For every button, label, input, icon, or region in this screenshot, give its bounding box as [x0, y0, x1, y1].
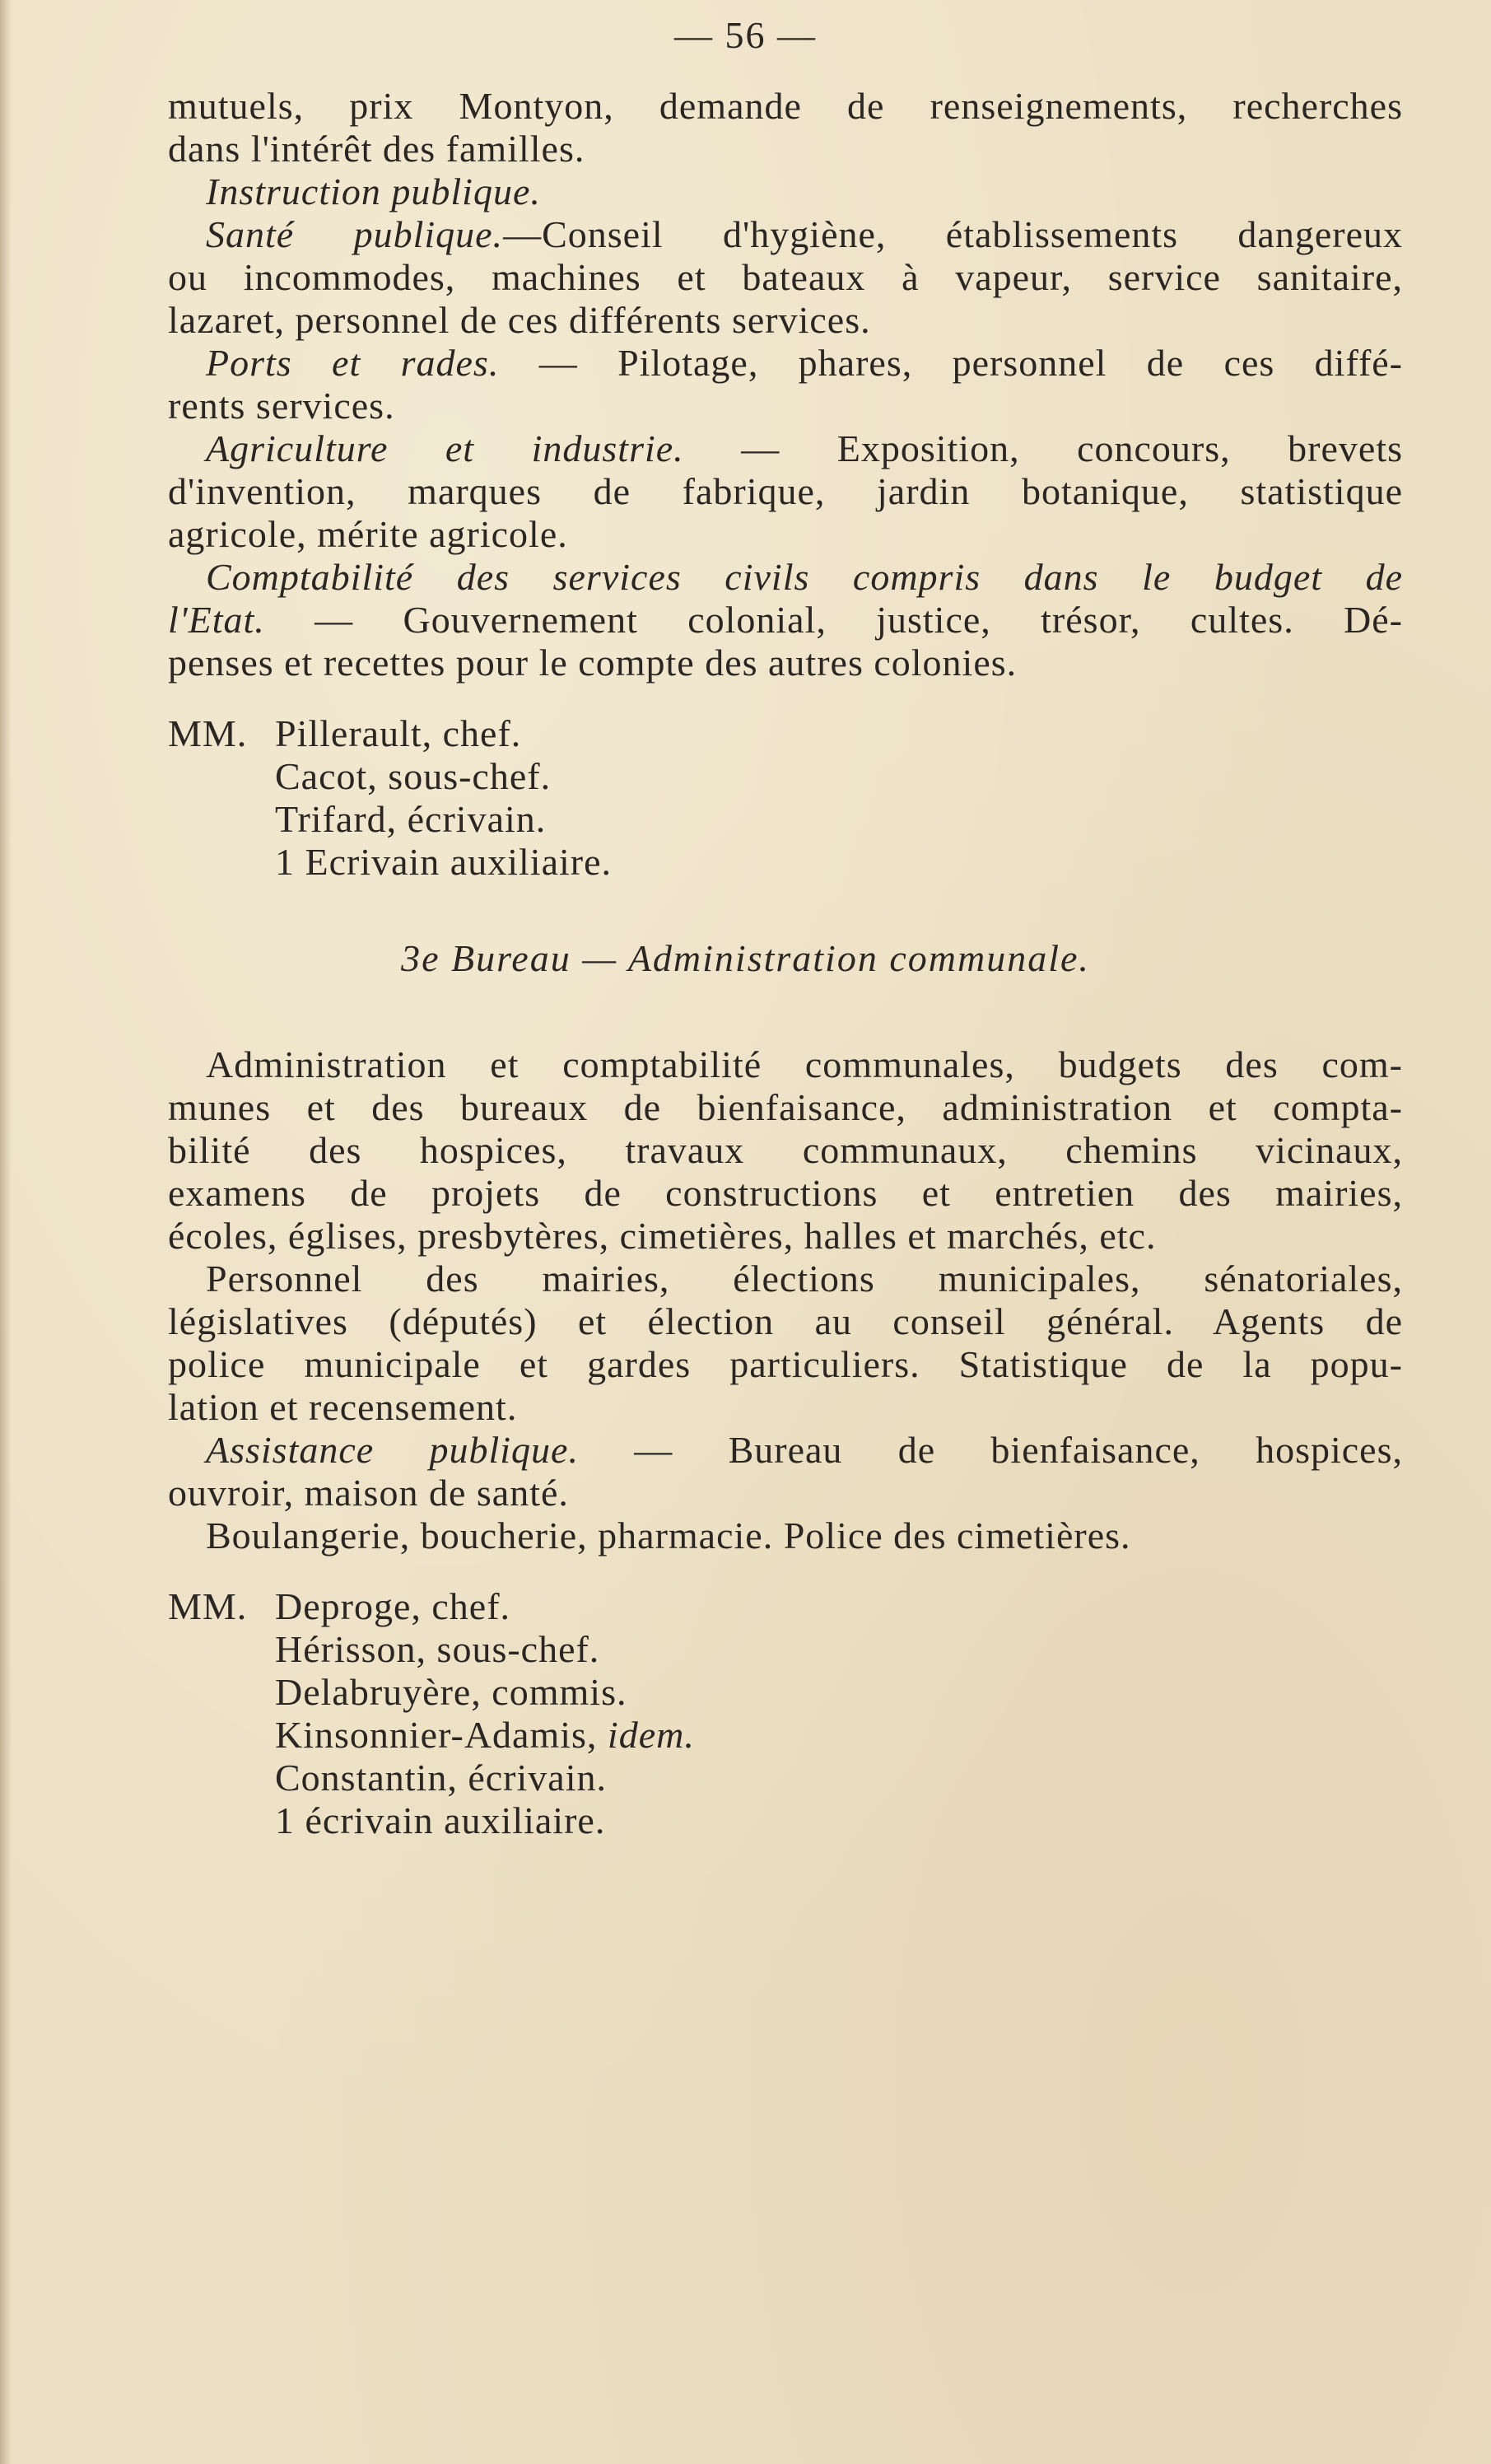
staff-member-name: Kinsonnier-Adamis,	[275, 1714, 598, 1756]
staff-member: Trifard, écrivain.	[275, 798, 547, 840]
text-line: écoles, églises, presbytères, cimetières, halles et marchés, etc.	[168, 1215, 1157, 1257]
staff-prefix: MM.	[168, 712, 248, 754]
text-line: rents services.	[168, 385, 395, 427]
text-line: Administration et comptabilité communales, budgets des com-	[206, 1043, 1403, 1085]
comptabilite-line: Comptabilité des services civils compris dans le budget de	[206, 556, 1403, 598]
text-line: d'invention, marques de fabrique, jardin botanique, statistique	[168, 470, 1403, 512]
sante-label: Santé publique.	[206, 213, 504, 255]
staff-member: Delabruyère, commis.	[275, 1671, 627, 1713]
text-line: mutuels, prix Montyon, demande de renseignements, recherches	[168, 85, 1403, 127]
staff-member: Cacot, sous-chef.	[275, 755, 552, 797]
text-line: Personnel des mairies, élections municipales, sénatoriales,	[206, 1258, 1403, 1300]
text-line: agricole, mérite agricole.	[168, 513, 568, 555]
assistance-line	[206, 1429, 1403, 1472]
text-line: police municipale et gardes particuliers. Statistique de la popu-	[168, 1343, 1403, 1385]
agri-text: — Exposition, concours, brevets	[741, 427, 1403, 469]
staff-prefix: MM.	[168, 1585, 248, 1627]
staff-member: 1 Ecrivain auxiliaire.	[275, 841, 613, 883]
ports-label: Ports et rades.	[206, 342, 500, 384]
etat-label: l'Etat.	[168, 599, 265, 641]
text-line: Boulangerie, boucherie, pharmacie. Police des cimetières.	[206, 1514, 1131, 1556]
text-line: ou incommodes, machines et bateaux à vapeur, service sanitaire,	[168, 256, 1403, 298]
staff-member: Deproge, chef.	[275, 1585, 511, 1627]
bureau-title: Administration communale.	[627, 937, 1090, 979]
ports-rades-line	[206, 342, 1403, 385]
agriculture-line	[206, 427, 1403, 470]
text-line: lazaret, personnel de ces différents services.	[168, 299, 871, 341]
staff-member: 1 écrivain auxiliaire.	[275, 1799, 606, 1841]
bureau-dash: —	[582, 937, 618, 979]
idem-label: idem.	[607, 1714, 695, 1756]
agri-label: Agriculture et industrie.	[206, 427, 684, 469]
text-line: examens de projets de constructions et entretien des mairies,	[168, 1172, 1403, 1214]
staff-member: Pillerault, chef.	[275, 712, 522, 754]
staff-member-with-idem	[275, 1714, 1403, 1757]
staff-member: Constantin, écrivain.	[275, 1757, 607, 1799]
assist-text: — Bureau de bienfaisance, hospices,	[634, 1429, 1403, 1471]
assist-label: Assistance publique.	[206, 1429, 579, 1471]
page-edge-shadow	[0, 0, 12, 2464]
text-line: ouvroir, maison de santé.	[168, 1472, 569, 1514]
text-line: penses et recettes pour le compte des autres colonies.	[168, 642, 1018, 684]
sante-publique-line	[206, 213, 1403, 256]
bureau-number: 3e Bureau	[401, 937, 571, 979]
page-number: — 56 —	[674, 14, 817, 56]
sante-text: —Conseil d'hygiène, établissements dangereux	[503, 213, 1403, 255]
text-line: législatives (députés) et élection au conseil général. Agents de	[168, 1300, 1403, 1342]
compta-text: — Gouvernement colonial, justice, trésor, cultes. Dé-	[315, 599, 1404, 641]
comptabilite-line-2	[168, 599, 1403, 642]
text-line: dans l'intérêt des familles.	[168, 128, 585, 170]
ports-text: — Pilotage, phares, personnel de ces diffé-	[538, 342, 1403, 384]
bureau-heading	[0, 937, 1491, 980]
staff-member: Hérisson, sous-chef.	[275, 1628, 600, 1670]
text-line: bilité des hospices, travaux communaux, chemins vicinaux,	[168, 1129, 1403, 1171]
text-line: munes et des bureaux de bienfaisance, administration et compta-	[168, 1086, 1403, 1128]
text-line: lation et recensement.	[168, 1386, 518, 1428]
instruction-publique-heading: Instruction publique.	[206, 170, 541, 212]
